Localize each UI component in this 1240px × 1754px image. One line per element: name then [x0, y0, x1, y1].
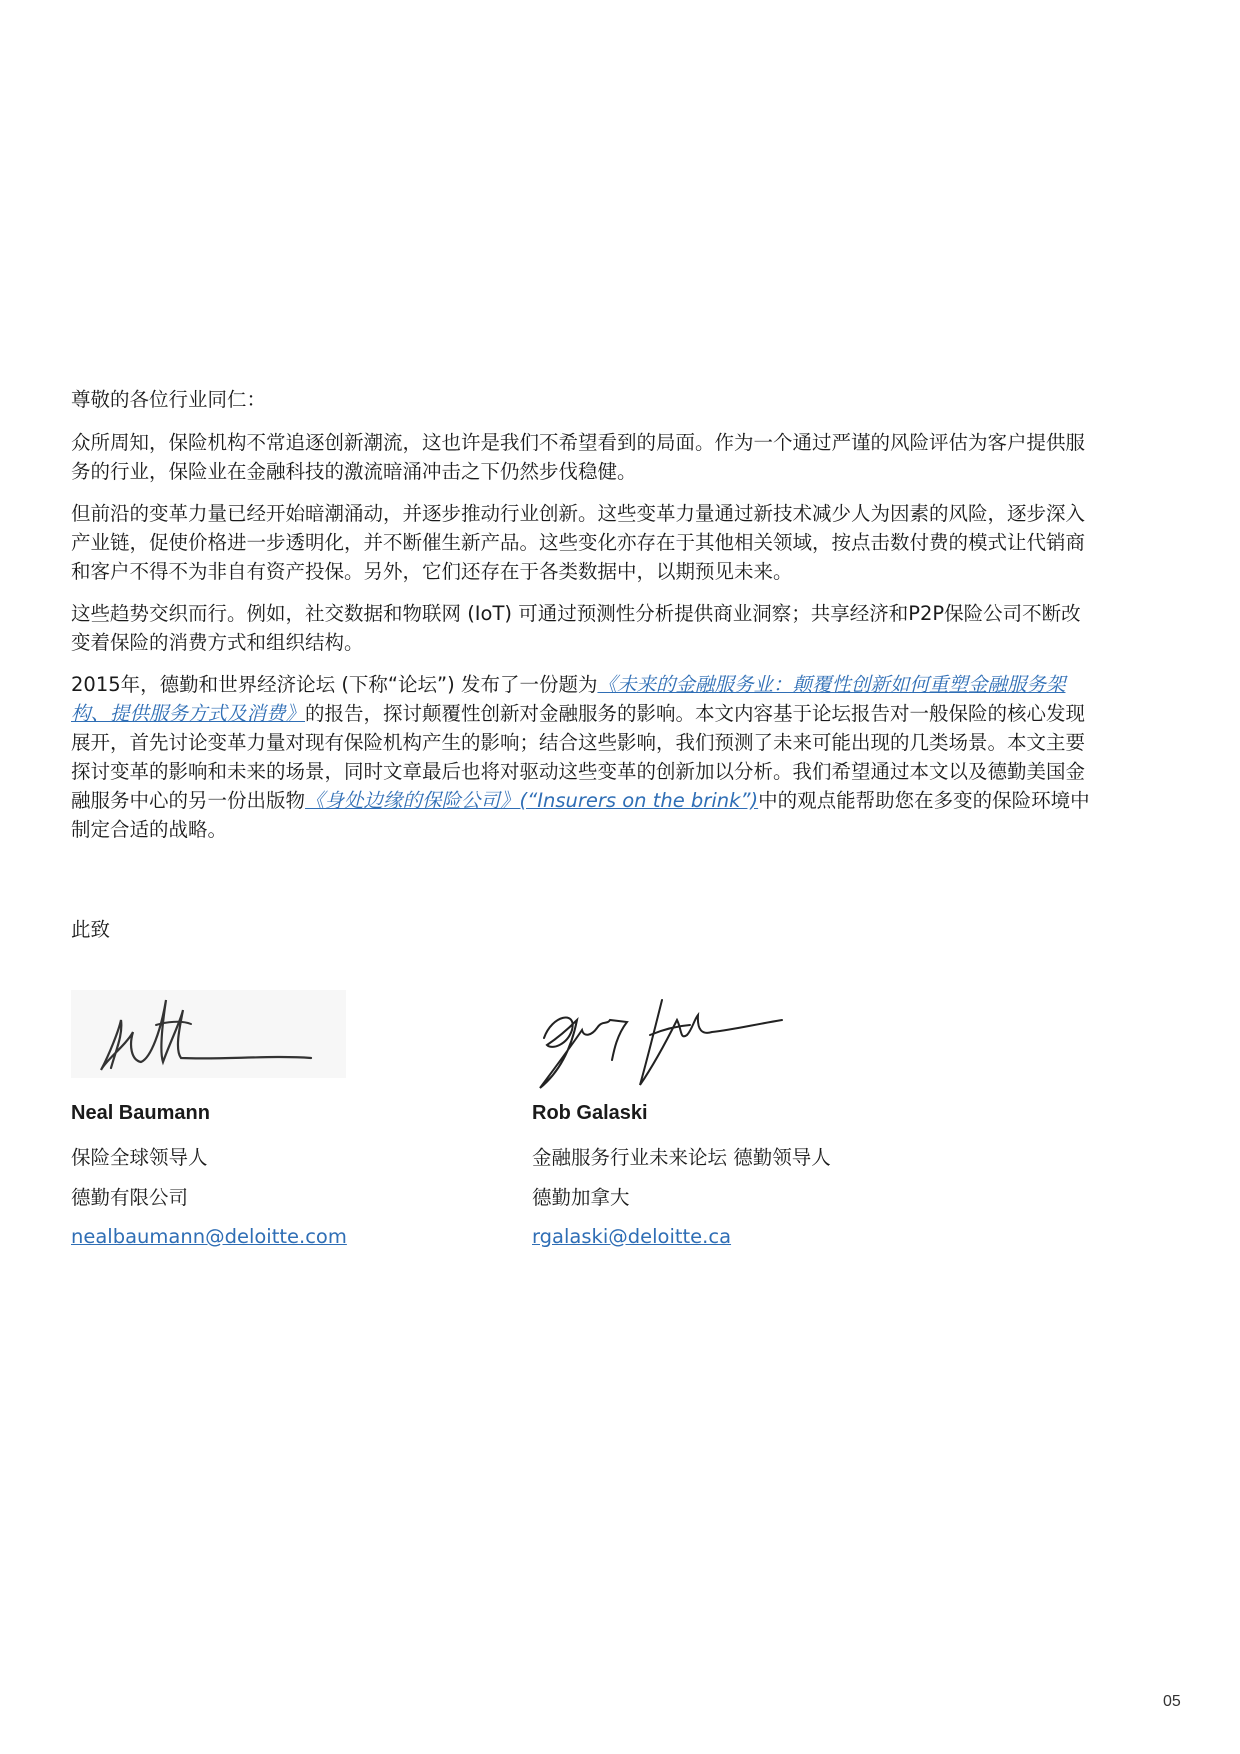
signatory-title: 金融服务行业未来论坛 德勤领导人: [532, 1146, 831, 1169]
paragraph-4-text-a: 2015年，德勤和世界经济论坛 (下称“论坛”) 发布了一份题为: [71, 673, 598, 696]
paragraph-4-text-c: 中的观点能帮助您在多变的保险环境中制定合适的战略。: [71, 789, 1090, 841]
signatory-organization: 德勤有限公司: [71, 1186, 189, 1209]
paragraph-4-text-b: 的报告，探讨颠覆性创新对金融服务的影响。本文内容基于论坛报告对一般保险的核心发现展开，首先讨论变革力量对现有保险机构产生的影响；结合这些影响，我们预测了未来可能出现的几类场景。本文主要探讨变革的影响和未来的场景，同时文章最后也将对驱动这些变革的创新加以分析。我们希望通过本文以及德勤美国金融服务中心的另一份出版物: [71, 702, 1086, 812]
paragraph-4: [71, 670, 1091, 844]
closing: 此致: [71, 918, 111, 941]
email-link-rob-galaski[interactable]: rgalaski@deloitte.ca: [532, 1225, 732, 1248]
signature-neal-baumann: [71, 990, 346, 1078]
signatory-name: Rob Galaski: [532, 1102, 648, 1124]
paragraph-1: 众所周知，保险机构不常追逐创新潮流，这也许是我们不希望看到的局面。作为一个通过严谨的风险评估为客户提供服务的行业，保险业在金融科技的激流暗涌冲击之下仍然步伐稳健。: [71, 431, 1086, 483]
paragraph-3: 这些趋势交织而行。例如，社交数据和物联网 (IoT) 可通过预测性分析提供商业洞察；共享经济和P2P保险公司不断改变着保险的消费方式和组织结构。: [71, 602, 1081, 654]
insurers-on-the-brink-link[interactable]: 《身处边缘的保险公司》(“Insurers on the brink”): [305, 789, 759, 812]
signatory-organization: 德勤加拿大: [532, 1186, 630, 1209]
letter-body: [71, 385, 1091, 857]
signature-rob-galaski: [532, 990, 822, 1090]
email-link-neal-baumann[interactable]: nealbaumann@deloitte.com: [71, 1225, 347, 1248]
paragraph-2: 但前沿的变革力量已经开始暗潮涌动，并逐步推动行业创新。这些变革力量通过新技术减少人为因素的风险，逐步深入产业链，促使价格进一步透明化，并不断催生新产品。这些变化亦存在于其他相关领域，按点击数付费的模式让代销商和客户不得不为非自有资产投保。另外，它们还存在于各类数据中，以期预见未来。: [71, 502, 1086, 583]
signatory-name: Neal Baumann: [71, 1102, 210, 1124]
salutation: 尊敬的各位行业同仁：: [71, 388, 267, 411]
page-number: 05: [1163, 1693, 1181, 1710]
signature-block-neal-baumann: [71, 990, 511, 1124]
signatory-title: 保险全球领导人: [71, 1146, 208, 1169]
future-financial-services-report-link[interactable]: 《未来的金融服务业：颠覆性创新如何重塑金融服务架构、提供服务方式及消费》: [71, 673, 1066, 725]
signature-block-rob-galaski: [532, 990, 972, 1124]
